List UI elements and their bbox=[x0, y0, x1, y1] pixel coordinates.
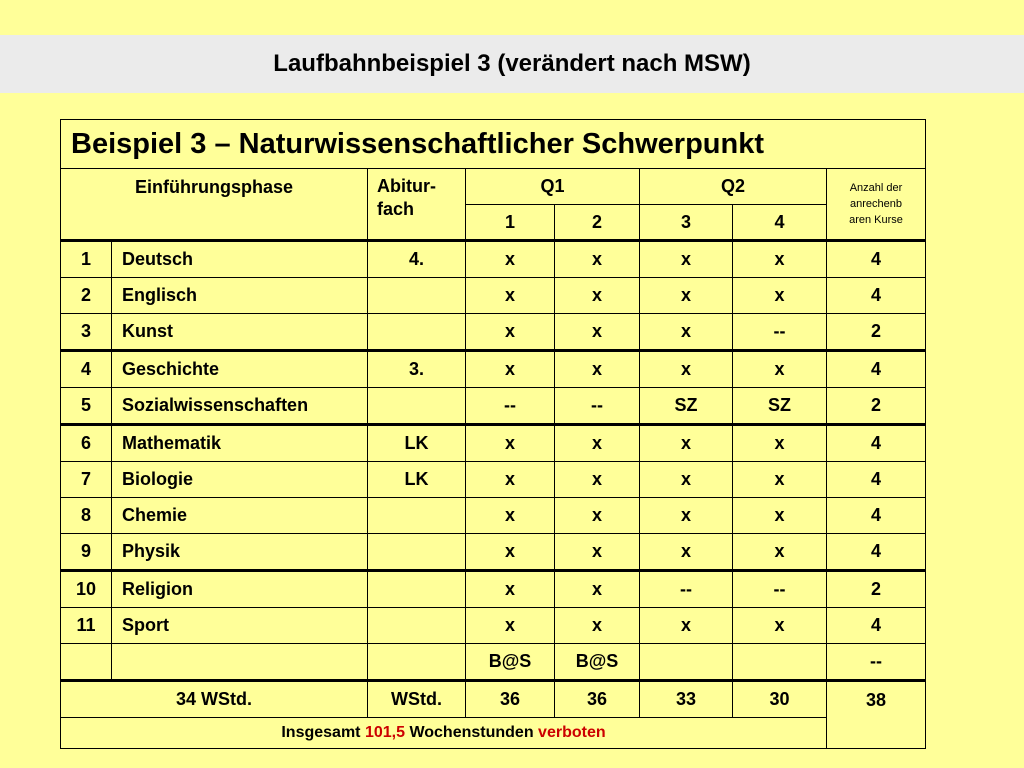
header-abiturfach-line2: fach bbox=[377, 199, 415, 219]
row-abiturfach bbox=[368, 644, 466, 681]
row-subject: Mathematik bbox=[112, 425, 368, 462]
table-row bbox=[61, 314, 926, 351]
row-anzahl: 4 bbox=[827, 241, 926, 278]
header-halfyear-4: 4 bbox=[733, 205, 827, 241]
row-subject: Deutsch bbox=[112, 241, 368, 278]
row-cell-1: -- bbox=[466, 388, 555, 425]
footer-summary bbox=[61, 718, 827, 749]
totals-halfyear-4: 30 bbox=[733, 681, 827, 718]
row-number: 2 bbox=[61, 278, 112, 314]
header-q1: Q1 bbox=[466, 169, 640, 205]
row-cell-1: B@S bbox=[466, 644, 555, 681]
row-subject: Geschichte bbox=[112, 351, 368, 388]
row-cell-2: x bbox=[555, 241, 640, 278]
table-row bbox=[61, 425, 926, 462]
header-anzahl-line1: Anzahl der bbox=[849, 182, 903, 194]
row-cell-4: x bbox=[733, 241, 827, 278]
table-row bbox=[61, 278, 926, 314]
row-anzahl: 4 bbox=[827, 534, 926, 571]
header-anzahl-line2: anrechenb bbox=[850, 198, 902, 210]
row-cell-2: x bbox=[555, 314, 640, 351]
row-cell-1: x bbox=[466, 571, 555, 608]
header-anzahl bbox=[827, 169, 926, 241]
row-subject: Kunst bbox=[112, 314, 368, 351]
row-anzahl: -- bbox=[827, 644, 926, 681]
header-halfyear-2: 2 bbox=[555, 205, 640, 241]
row-number: 11 bbox=[61, 608, 112, 644]
row-abiturfach bbox=[368, 498, 466, 534]
row-anzahl: 2 bbox=[827, 314, 926, 351]
row-subject: Religion bbox=[112, 571, 368, 608]
table-row bbox=[61, 498, 926, 534]
row-cell-4: -- bbox=[733, 314, 827, 351]
row-cell-2: B@S bbox=[555, 644, 640, 681]
row-cell-2: x bbox=[555, 351, 640, 388]
table-row bbox=[61, 534, 926, 571]
row-abiturfach bbox=[368, 314, 466, 351]
row-cell-1: x bbox=[466, 425, 555, 462]
header-halfyear-3: 3 bbox=[640, 205, 733, 241]
row-cell-3: x bbox=[640, 314, 733, 351]
row-subject: Englisch bbox=[112, 278, 368, 314]
row-anzahl: 4 bbox=[827, 462, 926, 498]
row-abiturfach bbox=[368, 571, 466, 608]
row-cell-3: SZ bbox=[640, 388, 733, 425]
footer-middle: Wochenstunden bbox=[405, 724, 539, 741]
header-q2: Q2 bbox=[640, 169, 827, 205]
row-cell-1: x bbox=[466, 498, 555, 534]
course-table bbox=[60, 119, 926, 749]
totals-halfyear-3: 33 bbox=[640, 681, 733, 718]
row-number: 9 bbox=[61, 534, 112, 571]
row-abiturfach: LK bbox=[368, 462, 466, 498]
row-abiturfach: 3. bbox=[368, 351, 466, 388]
totals-row bbox=[61, 681, 926, 718]
row-cell-1: x bbox=[466, 534, 555, 571]
row-cell-4: x bbox=[733, 498, 827, 534]
header-anzahl-line3: aren Kurse bbox=[849, 214, 903, 226]
row-cell-1: x bbox=[466, 278, 555, 314]
totals-halfyear-1: 36 bbox=[466, 681, 555, 718]
row-cell-1: x bbox=[466, 241, 555, 278]
title-bar bbox=[0, 35, 1024, 93]
row-cell-1: x bbox=[466, 351, 555, 388]
table-row bbox=[61, 571, 926, 608]
header-abiturfach-line1: Abitur- bbox=[377, 176, 436, 196]
row-anzahl: 2 bbox=[827, 571, 926, 608]
row-cell-4: x bbox=[733, 278, 827, 314]
row-number: 4 bbox=[61, 351, 112, 388]
row-number: 1 bbox=[61, 241, 112, 278]
row-cell-1: x bbox=[466, 608, 555, 644]
row-abiturfach bbox=[368, 608, 466, 644]
row-cell-3: x bbox=[640, 425, 733, 462]
row-cell-3 bbox=[640, 644, 733, 681]
row-abiturfach bbox=[368, 534, 466, 571]
row-number: 6 bbox=[61, 425, 112, 462]
row-anzahl: 4 bbox=[827, 278, 926, 314]
row-number: 7 bbox=[61, 462, 112, 498]
table-heading: Beispiel 3 – Naturwissenschaftlicher Schwerpunkt bbox=[61, 120, 926, 169]
row-cell-3: x bbox=[640, 278, 733, 314]
totals-wstd-einfuehrung: 34 WStd. bbox=[61, 681, 368, 718]
row-cell-3: -- bbox=[640, 571, 733, 608]
row-cell-2: x bbox=[555, 498, 640, 534]
row-abiturfach bbox=[368, 278, 466, 314]
row-cell-2: x bbox=[555, 571, 640, 608]
row-subject: Physik bbox=[112, 534, 368, 571]
row-subject: Sport bbox=[112, 608, 368, 644]
row-subject: Sozialwissenschaften bbox=[112, 388, 368, 425]
row-cell-4: x bbox=[733, 425, 827, 462]
row-subject: Chemie bbox=[112, 498, 368, 534]
row-abiturfach: 4. bbox=[368, 241, 466, 278]
footer-hours: 101,5 bbox=[364, 724, 405, 741]
row-cell-4: x bbox=[733, 462, 827, 498]
footer-status: verboten bbox=[538, 724, 606, 741]
row-cell-2: x bbox=[555, 608, 640, 644]
table-row bbox=[61, 241, 926, 278]
page-title: Laufbahnbeispiel 3 (verändert nach MSW) bbox=[273, 50, 751, 77]
row-cell-3: x bbox=[640, 608, 733, 644]
row-cell-2: -- bbox=[555, 388, 640, 425]
table-row bbox=[61, 388, 926, 425]
table-row bbox=[61, 351, 926, 388]
row-cell-4 bbox=[733, 644, 827, 681]
row-anzahl: 4 bbox=[827, 608, 926, 644]
row-cell-3: x bbox=[640, 351, 733, 388]
table-row bbox=[61, 462, 926, 498]
totals-halfyear-2: 36 bbox=[555, 681, 640, 718]
row-cell-1: x bbox=[466, 462, 555, 498]
totals-wstd-label: WStd. bbox=[368, 681, 466, 718]
row-cell-3: x bbox=[640, 241, 733, 278]
row-anzahl: 2 bbox=[827, 388, 926, 425]
row-subject: Biologie bbox=[112, 462, 368, 498]
row-cell-4: SZ bbox=[733, 388, 827, 425]
table-row bbox=[61, 608, 926, 644]
row-cell-2: x bbox=[555, 278, 640, 314]
row-anzahl: 4 bbox=[827, 351, 926, 388]
row-cell-2: x bbox=[555, 534, 640, 571]
footer-prefix: Insgesamt bbox=[281, 724, 365, 741]
totals-anzahl: 38 bbox=[827, 681, 926, 749]
row-subject bbox=[112, 644, 368, 681]
row-abiturfach: LK bbox=[368, 425, 466, 462]
row-cell-4: x bbox=[733, 608, 827, 644]
row-cell-2: x bbox=[555, 425, 640, 462]
row-cell-4: x bbox=[733, 534, 827, 571]
header-einfuehrungsphase: Einführungsphase bbox=[61, 169, 368, 241]
row-cell-3: x bbox=[640, 462, 733, 498]
row-cell-3: x bbox=[640, 498, 733, 534]
row-number: 5 bbox=[61, 388, 112, 425]
row-abiturfach bbox=[368, 388, 466, 425]
row-number: 8 bbox=[61, 498, 112, 534]
row-number bbox=[61, 644, 112, 681]
row-cell-1: x bbox=[466, 314, 555, 351]
footer-row bbox=[61, 718, 926, 749]
header-halfyear-1: 1 bbox=[466, 205, 555, 241]
row-cell-3: x bbox=[640, 534, 733, 571]
header-abiturfach bbox=[368, 169, 466, 241]
row-cell-2: x bbox=[555, 462, 640, 498]
row-anzahl: 4 bbox=[827, 425, 926, 462]
row-number: 3 bbox=[61, 314, 112, 351]
row-cell-4: x bbox=[733, 351, 827, 388]
row-anzahl: 4 bbox=[827, 498, 926, 534]
row-number: 10 bbox=[61, 571, 112, 608]
table-row bbox=[61, 644, 926, 681]
row-cell-4: -- bbox=[733, 571, 827, 608]
